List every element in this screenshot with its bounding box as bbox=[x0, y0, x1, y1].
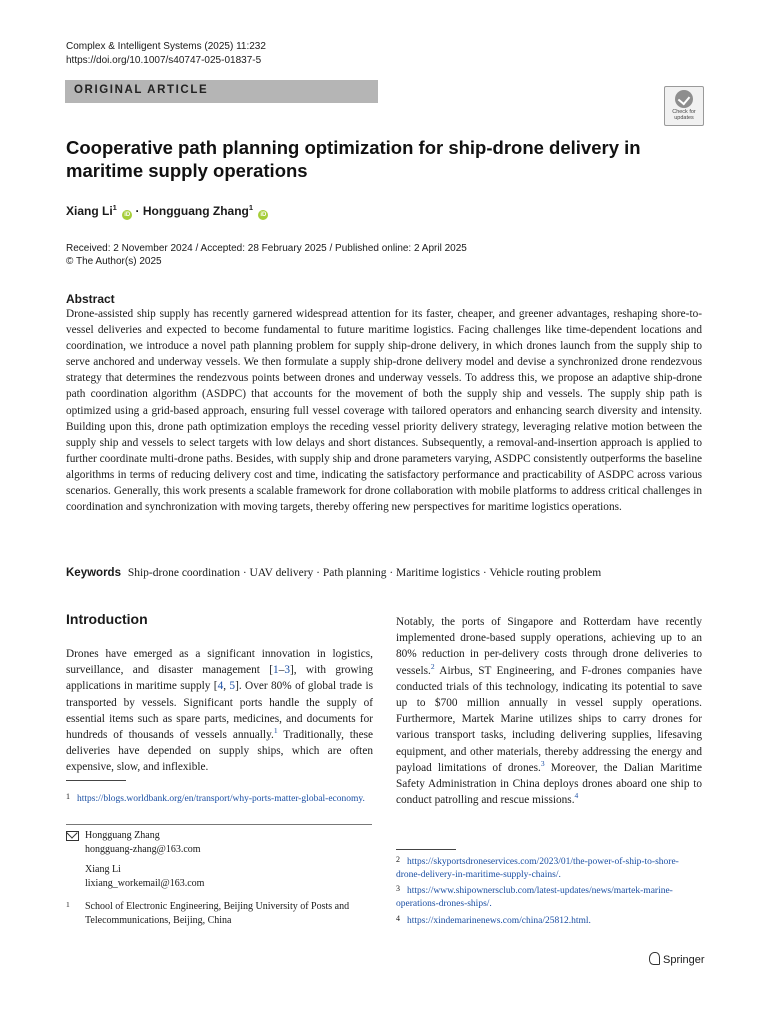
article-title: Cooperative path planning optimization for ship-drone delivery in maritime supply operations bbox=[66, 137, 641, 181]
text-run: Traditionally, these deliveries have depended on supply ships, which are often expensive, slow, and inflexible. bbox=[66, 729, 373, 774]
journal-doi[interactable]: https://doi.org/10.1007/s40747-025-01837-5 bbox=[66, 55, 262, 66]
footnote-link[interactable]: https://blogs.worldbank.org/en/transport/why-ports-matter-global-economy. bbox=[77, 794, 365, 804]
citation-link[interactable]: 5 bbox=[229, 680, 236, 693]
footnote bbox=[66, 790, 372, 806]
text-run: – bbox=[278, 664, 285, 677]
author-affiliation-mark: 1 bbox=[248, 203, 254, 212]
footnote-link[interactable]: https://xindemarinenews.com/china/25812.html. bbox=[407, 916, 591, 926]
keywords bbox=[66, 567, 706, 579]
footnote-mark[interactable]: 4 bbox=[574, 791, 579, 801]
footnote-mark[interactable]: 3 bbox=[540, 759, 545, 769]
introduction-paragraph bbox=[66, 646, 373, 776]
citation-link[interactable]: 1 bbox=[273, 664, 279, 677]
author-affiliation-mark: 1 bbox=[112, 203, 117, 212]
footnote-link[interactable]: https://www.shipownersclub.com/latest-updates/news/martek-marine-operations-drones-ships/. bbox=[396, 886, 673, 909]
text-run: , bbox=[223, 680, 230, 693]
text-run: Moreover, the Dalian Maritime Safety Administration in China deploys drones aboard one ship to conduct patrolling and rescue missions. bbox=[396, 761, 702, 807]
envelope-icon bbox=[66, 831, 79, 841]
footnote-mark[interactable]: 1 bbox=[273, 726, 278, 736]
footnote-number: 2 bbox=[396, 855, 400, 864]
publisher-name: Springer bbox=[663, 954, 705, 966]
orcid-icon[interactable]: iD bbox=[124, 212, 131, 218]
footnote bbox=[396, 882, 702, 911]
copyright-line: © The Author(s) 2025 bbox=[66, 256, 162, 267]
publisher-logo bbox=[649, 952, 705, 966]
footnote-divider bbox=[396, 849, 456, 850]
check-for-updates-label: Check for updates bbox=[672, 109, 696, 121]
affiliation-number: 1 bbox=[66, 900, 70, 909]
abstract-heading: Abstract bbox=[66, 292, 115, 306]
check-mark-icon bbox=[675, 90, 693, 108]
corresponding-author-name: Hongguang Zhang bbox=[85, 830, 160, 841]
author-name: Hongguang Zhang bbox=[142, 204, 249, 218]
author-list bbox=[66, 204, 268, 220]
springer-horse-icon bbox=[649, 952, 660, 965]
footnote bbox=[396, 912, 702, 928]
text-run: Airbus, ST Engineering, and F-drones companies have conducted trials of this technology, indicating its potential to save up to $700 million annually in vessel supply operations. Furthermore, Martek Marine utilizes ships to carry drones for various transport tasks, including delivering supplies, lifesaving equipment, and other materials, thereby addressing the energy and payload limitations of drones. bbox=[396, 664, 702, 774]
introduction-heading: Introduction bbox=[66, 611, 148, 627]
dates-line: Received: 2 November 2024 / Accepted: 28 February 2025 / Published online: 2 April 2025 bbox=[66, 243, 467, 254]
journal-header bbox=[66, 40, 266, 68]
keywords-list: Ship-drone coordination · UAV delivery · Path planning · Maritime logistics · Vehicle routing problem bbox=[127, 567, 602, 579]
corresponding-author-email[interactable]: hongguang-zhang@163.com bbox=[85, 843, 201, 855]
check-for-updates-icon[interactable] bbox=[664, 86, 704, 126]
introduction-paragraph bbox=[396, 614, 702, 808]
correspondence-divider bbox=[66, 824, 372, 825]
text-run: Notably, the ports of Singapore and Rotterdam have recently implemented drone-based supply operations, achieving up to an 80% reduction in per-delivery costs through drone deliveries to vessels. bbox=[396, 616, 702, 677]
article-type-banner bbox=[65, 80, 378, 103]
footnote-link[interactable]: https://skyportsdroneservices.com/2023/01/the-power-of-ship-to-shore-drone-delivery-in-maritime-supply-chains/. bbox=[396, 857, 679, 880]
footnote bbox=[396, 853, 702, 882]
journal-citation: Complex & Intelligent Systems (2025) 11:232 bbox=[66, 41, 266, 52]
publication-dates bbox=[66, 242, 467, 268]
author-name: Xiang Li bbox=[66, 204, 113, 218]
coauthor-email[interactable]: lixiang_workemail@163.com bbox=[85, 877, 205, 889]
footnote-mark[interactable]: 2 bbox=[430, 661, 435, 671]
abstract-text: Drone-assisted ship supply has recently garnered widespread attention for its faster, cheaper, and greener advantages, reshaping shore-to-vessel deliveries and expected to become fundamental to future maritime logistics. Facing challenges like time-dependent locations and coordination, we introduce a novel path planning problem for supply ship-drone delivery, in which drones launch from the supply ship to serve anchored and underway vessels. We then formulate a supply ship-drone delivery model and devise a synchronized drone rendezvous strategy that determines the rendezvous points between drones and underway vessels. To address this, we propose an adaptive ship-drone path coordination algorithm (ASDPC) that accounts for the movement of both the supply ship and vessels. The supply ship path is optimized using a grid-based approach, ensuring full vessel coverage with tailored operators and enhancing search diversity and intensity. Building upon this, drone path optimization employs the receding vessel priority delivery strategy, leveraging relative motion between the supply ship and vessels to select targets with low delays and short distances. Subsequently, a removal-and-insertion approach is applied to further coordinate multi-drone paths. Besides, with supply ship and drone parameters varying, ASDPC consistently outperforms the baseline algorithms in terms of reducing delivery cost and time, indicating the satisfactory performance and practicability of ASDPC across various scenarios. Generally, this work presents a scalable framework for drone collaboration with mobile platforms to address critical challenges in coordination and synchronization with moving targets, thereby offering new perspectives for maritime logistics operations. bbox=[66, 308, 702, 514]
text-run: ]. Over 80% of global trade is transported by vessels. Significant ports handle the supply of essential items such as spare parts, medicines, and documents for hundreds of thousands of vessels annually. bbox=[66, 680, 373, 742]
author-separator: · bbox=[135, 204, 140, 218]
article-type-label: ORIGINAL ARTICLE bbox=[74, 84, 209, 96]
citation-link[interactable]: 3 bbox=[284, 664, 290, 677]
affiliation-text: School of Electronic Engineering, Beijing University of Posts and Telecommunications, Beijing, China bbox=[85, 901, 350, 926]
coauthor-name: Xiang Li bbox=[85, 864, 121, 875]
citation-link[interactable]: 4 bbox=[217, 680, 224, 693]
footnote-divider bbox=[66, 780, 126, 781]
text-run: ], with growing applications in maritime supply [ bbox=[66, 664, 373, 693]
keywords-label: Keywords bbox=[66, 567, 121, 579]
footnote-number: 4 bbox=[396, 914, 400, 923]
orcid-icon[interactable]: iD bbox=[260, 212, 267, 218]
text-run: Drones have emerged as a significant innovation in logistics, surveillance, and disaster management [ bbox=[66, 648, 373, 677]
footnote-number: 1 bbox=[66, 792, 70, 801]
footnote-number: 3 bbox=[396, 884, 400, 893]
